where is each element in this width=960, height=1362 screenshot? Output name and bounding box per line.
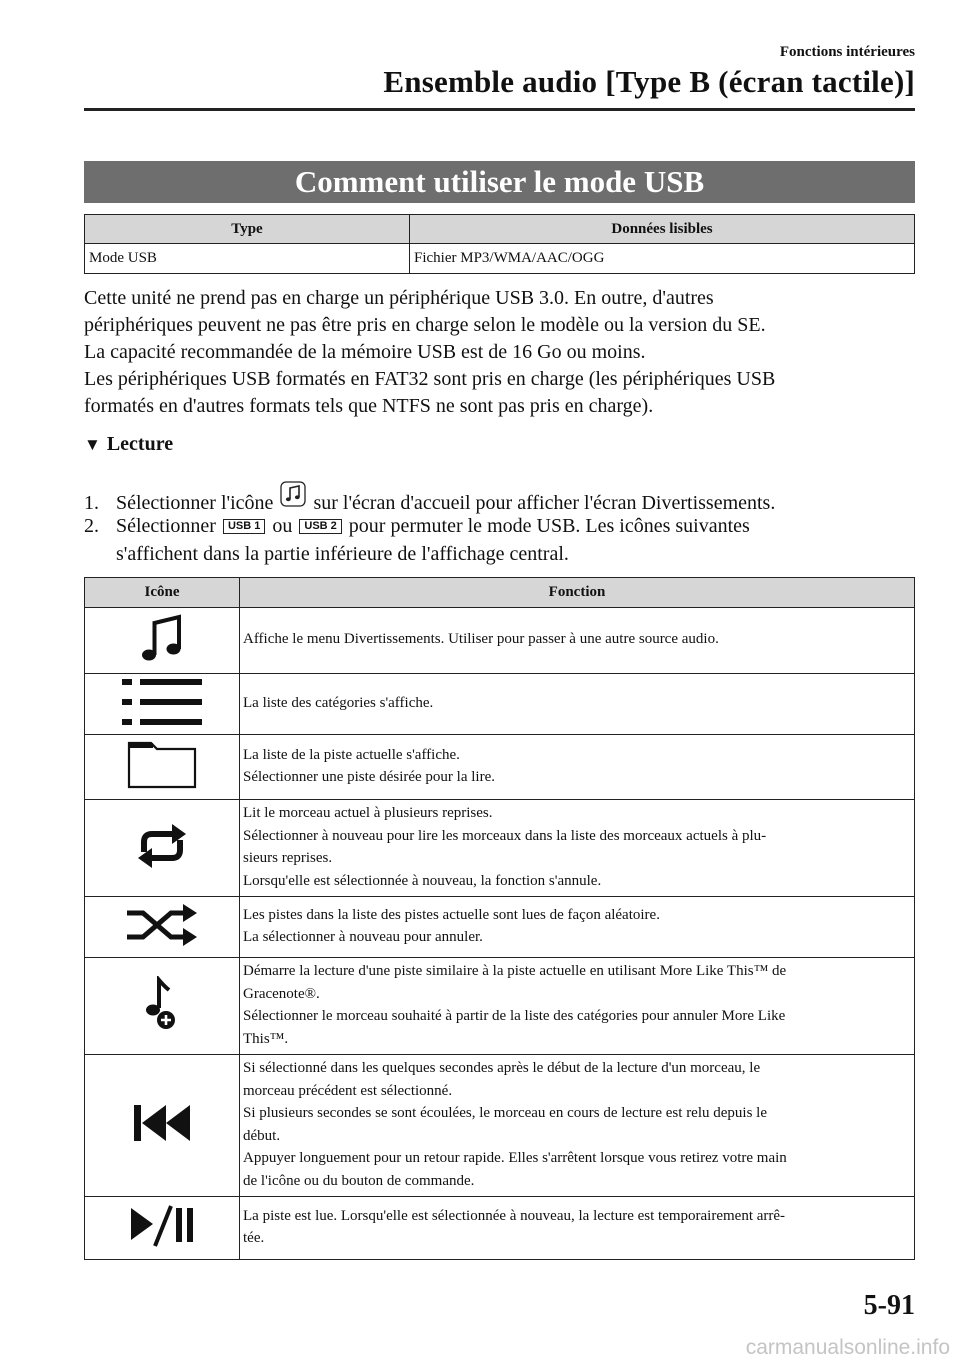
paragraph-line: La capacité recommandée de la mémoire USB est de 16 Go ou moins. <box>84 341 646 363</box>
type-cell: Mode USB <box>85 244 410 274</box>
step-2 <box>84 512 750 540</box>
function-text: début. <box>243 1127 281 1144</box>
usb1-chip: USB 1 <box>223 519 265 534</box>
folder-icon <box>127 741 197 789</box>
category-list-icon <box>122 677 202 727</box>
step-text: sur l'écran d'accueil pour afficher l'écran Divertissements. <box>313 492 776 514</box>
table-row <box>85 897 915 958</box>
music-note-icon <box>280 481 306 507</box>
usb-info-paragraph <box>84 285 924 420</box>
function-text: La liste de la piste actuelle s'affiche. <box>243 746 460 763</box>
icon-header: Icône <box>85 578 240 608</box>
function-text: Gracenote®. <box>243 985 320 1002</box>
play-pause-icon <box>127 1204 197 1248</box>
function-text: de l'icône ou du bouton de commande. <box>243 1172 475 1189</box>
function-text: Sélectionner le morceau souhaité à partir de la liste des catégories pour annuler More Like <box>243 1008 786 1024</box>
table-row <box>85 608 915 674</box>
function-text: tée. <box>243 1230 265 1246</box>
header-section: Fonctions intérieures <box>779 44 915 60</box>
function-text: La sélectionner à nouveau pour annuler. <box>243 929 483 945</box>
function-text: Affiche le menu Divertissements. Utiliser pour passer à une autre source audio. <box>243 631 719 648</box>
table-row <box>85 800 915 897</box>
paragraph-line: formatés en d'autres formats tels que NTFS ne sont pas pris en charge). <box>84 395 654 417</box>
function-text: Les pistes dans la liste des pistes actuelle sont lues de façon aléatoire. <box>243 906 660 923</box>
function-text: This™. <box>243 1030 289 1047</box>
usb-type-table <box>84 214 915 274</box>
usb2-chip: USB 2 <box>299 519 341 534</box>
step-text: Sélectionner <box>116 515 216 537</box>
function-text: Lit le morceau actuel à plusieurs reprises. <box>243 805 493 821</box>
step-number: 2. <box>84 515 99 537</box>
page-number: 5-91 <box>863 1290 915 1321</box>
music-note-icon <box>137 613 187 663</box>
header-title: Ensemble audio [Type B (écran tactile)] <box>383 64 915 99</box>
paragraph-line: périphériques peuvent ne pas être pris en charge selon le modèle ou la version du SE. <box>84 314 766 336</box>
previous-track-icon <box>132 1103 192 1143</box>
step-text: pour permuter le mode USB. Les icônes suivantes <box>348 515 750 537</box>
paragraph-line: Cette unité ne prend pas en charge un périphérique USB 3.0. En outre, d'autres <box>84 287 714 309</box>
paragraph-line: Les périphériques USB formatés en FAT32 sont pris en charge (les périphériques USB <box>84 368 776 390</box>
function-text: La piste est lue. Lorsqu'elle est sélectionnée à nouveau, la lecture est temporairement arrê- <box>243 1207 786 1224</box>
type-header: Type <box>85 215 410 244</box>
function-text: Sélectionner à nouveau pour lire les morceaux dans la liste des morceaux actuels à plu- <box>243 827 767 844</box>
step-text: ou <box>272 515 293 537</box>
function-text: Sélectionner une piste désirée pour la lire. <box>243 769 495 785</box>
shuffle-icon <box>125 903 199 947</box>
function-text: Lorsqu'elle est sélectionnée à nouveau, la fonction s'annule. <box>243 872 602 889</box>
step-number: 1. <box>84 492 99 514</box>
function-text: La liste des catégories s'affiche. <box>243 694 434 711</box>
table-row <box>85 1055 915 1197</box>
section-title: Lecture <box>106 433 174 455</box>
table-row <box>85 1197 915 1260</box>
step-text: Sélectionner l'icône <box>116 492 274 514</box>
repeat-icon <box>134 824 190 868</box>
table-row <box>85 958 915 1055</box>
triangle-marker-icon: ▼ <box>84 435 101 454</box>
watermark: carmanualsonline.info <box>745 1336 950 1359</box>
function-text: Appuyer longuement pour un retour rapide. Elles s'arrêtent lorsque vous retirez votre main <box>243 1150 787 1166</box>
function-text: sieurs reprises. <box>243 850 333 866</box>
more-like-this-icon <box>142 976 182 1032</box>
data-header: Données lisibles <box>410 215 915 244</box>
section-heading <box>84 433 173 456</box>
function-text: Si plusieurs secondes se sont écoulées, le morceau en cours de lecture est relu depuis le <box>243 1105 767 1121</box>
table-row <box>85 244 915 274</box>
icon-function-table <box>84 577 915 1260</box>
function-text: Démarre la lecture d'une piste similaire à la piste actuelle en utilisant More Like This™ de <box>243 963 787 979</box>
step-2-continued: s'affichent dans la partie inférieure de l'affichage central. <box>116 543 569 565</box>
function-header: Fonction <box>240 578 915 608</box>
table-row <box>85 735 915 800</box>
section-banner: Comment utiliser le mode USB <box>84 161 915 203</box>
table-row <box>85 674 915 735</box>
function-text: Si sélectionné dans les quelques secondes après le début de la lecture d'un morceau, le <box>243 1060 761 1076</box>
header-rule <box>84 108 915 111</box>
data-cell: Fichier MP3/WMA/AAC/OGG <box>410 244 915 274</box>
function-text: morceau précédent est sélectionné. <box>243 1082 453 1099</box>
